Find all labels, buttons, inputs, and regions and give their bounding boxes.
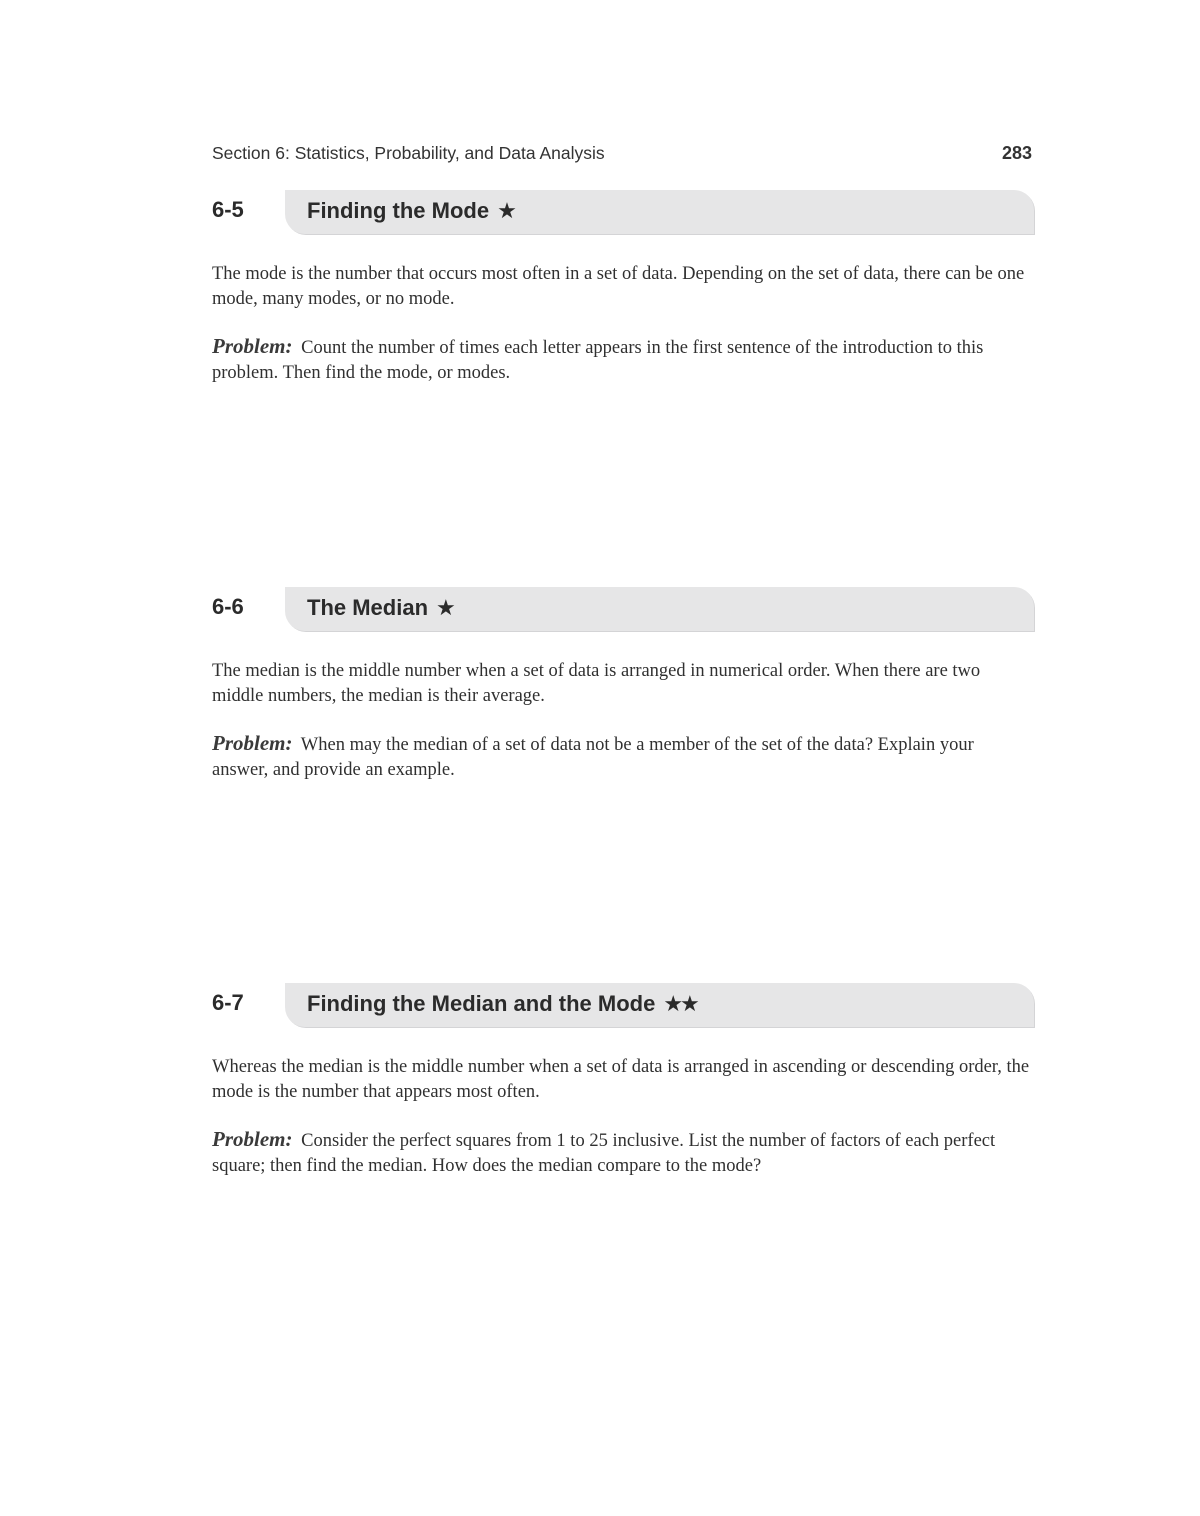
problem-statement: [212, 1127, 1034, 1179]
problem-6-6: [212, 587, 1034, 783]
problem-header: [212, 190, 1034, 234]
title-bar: [285, 190, 1034, 234]
title-bar: [285, 587, 1034, 631]
problem-number: 6-7: [212, 990, 244, 1015]
problem-6-7: [212, 983, 1034, 1179]
two-star-icon: ★★: [663, 991, 697, 1016]
star-icon: ★: [436, 595, 453, 620]
problem-title-text: The Median: [307, 595, 429, 620]
problem-body: Count the number of times each letter appears in the first sentence of the introduction to this problem. Then find the mode, or modes.: [212, 338, 984, 383]
problem-label: Problem:: [212, 1127, 293, 1151]
problem-label: Problem:: [212, 731, 293, 755]
problem-body: Consider the perfect squares from 1 to 25 inclusive. List the number of factors of each perfect square; then find the median. How does the median compare to the mode?: [212, 1131, 996, 1176]
problem-title: [307, 198, 514, 224]
problem-header: [212, 587, 1034, 631]
problem-body: When may the median of a set of data not be a member of the set of the data? Explain your answer, and provide an example.: [212, 735, 974, 780]
problem-statement: [212, 334, 1034, 386]
problem-title-text: Finding the Mode: [307, 198, 490, 223]
intro-paragraph: The median is the middle number when a set of data is arranged in numerical order. When there are two middle numbers, the median is their average.: [212, 661, 981, 706]
problem-header: [212, 983, 1034, 1027]
title-bar: [285, 983, 1034, 1027]
problem-label: Problem:: [212, 334, 293, 358]
problem-number: 6-6: [212, 594, 244, 619]
problem-number: 6-5: [212, 197, 244, 222]
problem-6-5: [212, 190, 1034, 386]
problem-title-text: Finding the Median and the Mode: [307, 991, 656, 1016]
problem-title: [307, 991, 697, 1017]
page-number: 283: [1001, 143, 1032, 163]
running-header: [212, 143, 1032, 167]
intro-paragraph: Whereas the median is the middle number when a set of data is arranged in ascending or descending order, the mode is the number that appears most often.: [212, 1057, 1030, 1102]
problem-title: [307, 595, 453, 621]
star-icon: ★: [497, 198, 514, 223]
problem-statement: [212, 731, 1034, 783]
section-title: Section 6: Statistics, Probability, and Data Analysis: [212, 143, 605, 163]
intro-paragraph: The mode is the number that occurs most often in a set of data. Depending on the set of data, there can be one mode, many modes, or no mode.: [212, 264, 1025, 309]
